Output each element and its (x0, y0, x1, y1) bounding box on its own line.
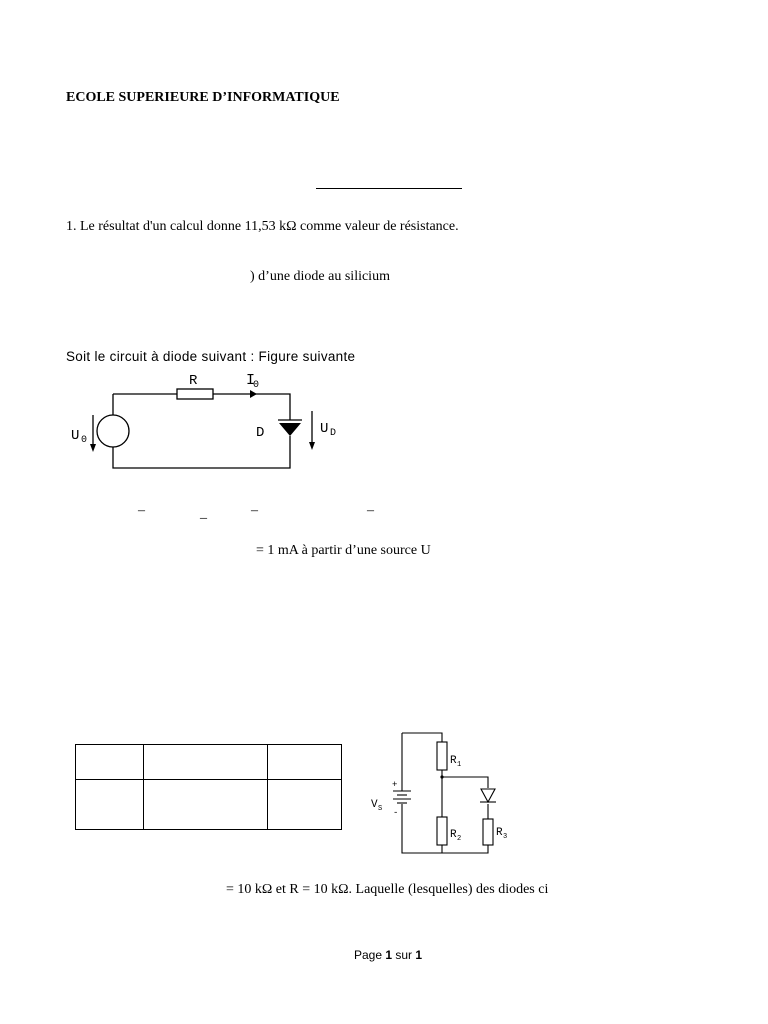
footer-middle: sur (392, 948, 416, 962)
label-i0-sub: 0 (253, 380, 260, 391)
dash-4: – (367, 503, 374, 518)
answer-table (75, 744, 342, 830)
table-cell (76, 780, 144, 830)
label-r1: R (450, 755, 457, 767)
junction-dot (440, 775, 443, 778)
label-r3: R (496, 827, 503, 839)
label-r1-sub: 1 (457, 761, 462, 769)
diode-d (279, 423, 301, 436)
label-r2: R (450, 829, 457, 841)
resistor-r2 (437, 817, 447, 845)
current-arrow-icon (250, 390, 257, 398)
label-vs: V (371, 799, 378, 811)
question-1: 1. Le résultat d'un calcul donne 11,53 kΩ comme valeur de résistance. (66, 219, 459, 234)
label-vs-sub: S (378, 805, 383, 813)
label-minus: - (393, 808, 399, 818)
table-cell (268, 780, 342, 830)
label-ud: U (320, 421, 329, 437)
resistor-r3 (483, 819, 493, 845)
footer-current-page: 1 (385, 948, 393, 962)
ud-arrow-icon (309, 442, 315, 450)
dash-1: – (138, 503, 145, 518)
dash-3: – (251, 503, 258, 518)
label-plus: + (392, 780, 398, 790)
school-heading: ECOLE SUPERIEURE D’INFORMATIQUE (66, 90, 340, 105)
title-underline (316, 188, 462, 189)
label-r3-sub: 3 (503, 833, 508, 841)
circuit-wire (402, 733, 488, 853)
table-row (76, 745, 342, 780)
footer-prefix: Page (354, 948, 386, 962)
diode-circuit-figure (60, 365, 360, 480)
label-r: R (189, 373, 198, 389)
table-cell (76, 745, 144, 780)
resistor-diode-circuit-figure (365, 728, 515, 858)
resistor-r (177, 389, 213, 399)
question-2-fragment: ) d’une diode au silicium (250, 269, 390, 284)
table-row (76, 780, 342, 830)
u0-arrow-icon (90, 444, 96, 452)
label-d: D (256, 425, 265, 441)
diode-icon (481, 789, 495, 802)
dash-2: _ (200, 506, 207, 521)
question-3-fragment: = 1 mA à partir d’une source U (256, 543, 431, 558)
label-u0: U (71, 428, 80, 444)
label-u0-sub: 0 (81, 435, 88, 446)
table-cell (268, 745, 342, 780)
label-ud-sub: D (330, 428, 337, 439)
table-cell (144, 780, 268, 830)
circuit-intro: Soit le circuit à diode suivant : Figure suivante (66, 349, 356, 364)
question-4-fragment: = 10 kΩ et R = 10 kΩ. Laquelle (lesquelles) des diodes ci (226, 882, 549, 897)
footer-total-pages: 1 (415, 948, 423, 962)
page-footer (354, 948, 422, 962)
table-cell (144, 745, 268, 780)
label-r2-sub: 2 (457, 835, 462, 843)
label-i0: I (246, 372, 256, 389)
voltage-source-u0 (97, 415, 129, 447)
resistor-r1 (437, 742, 447, 770)
